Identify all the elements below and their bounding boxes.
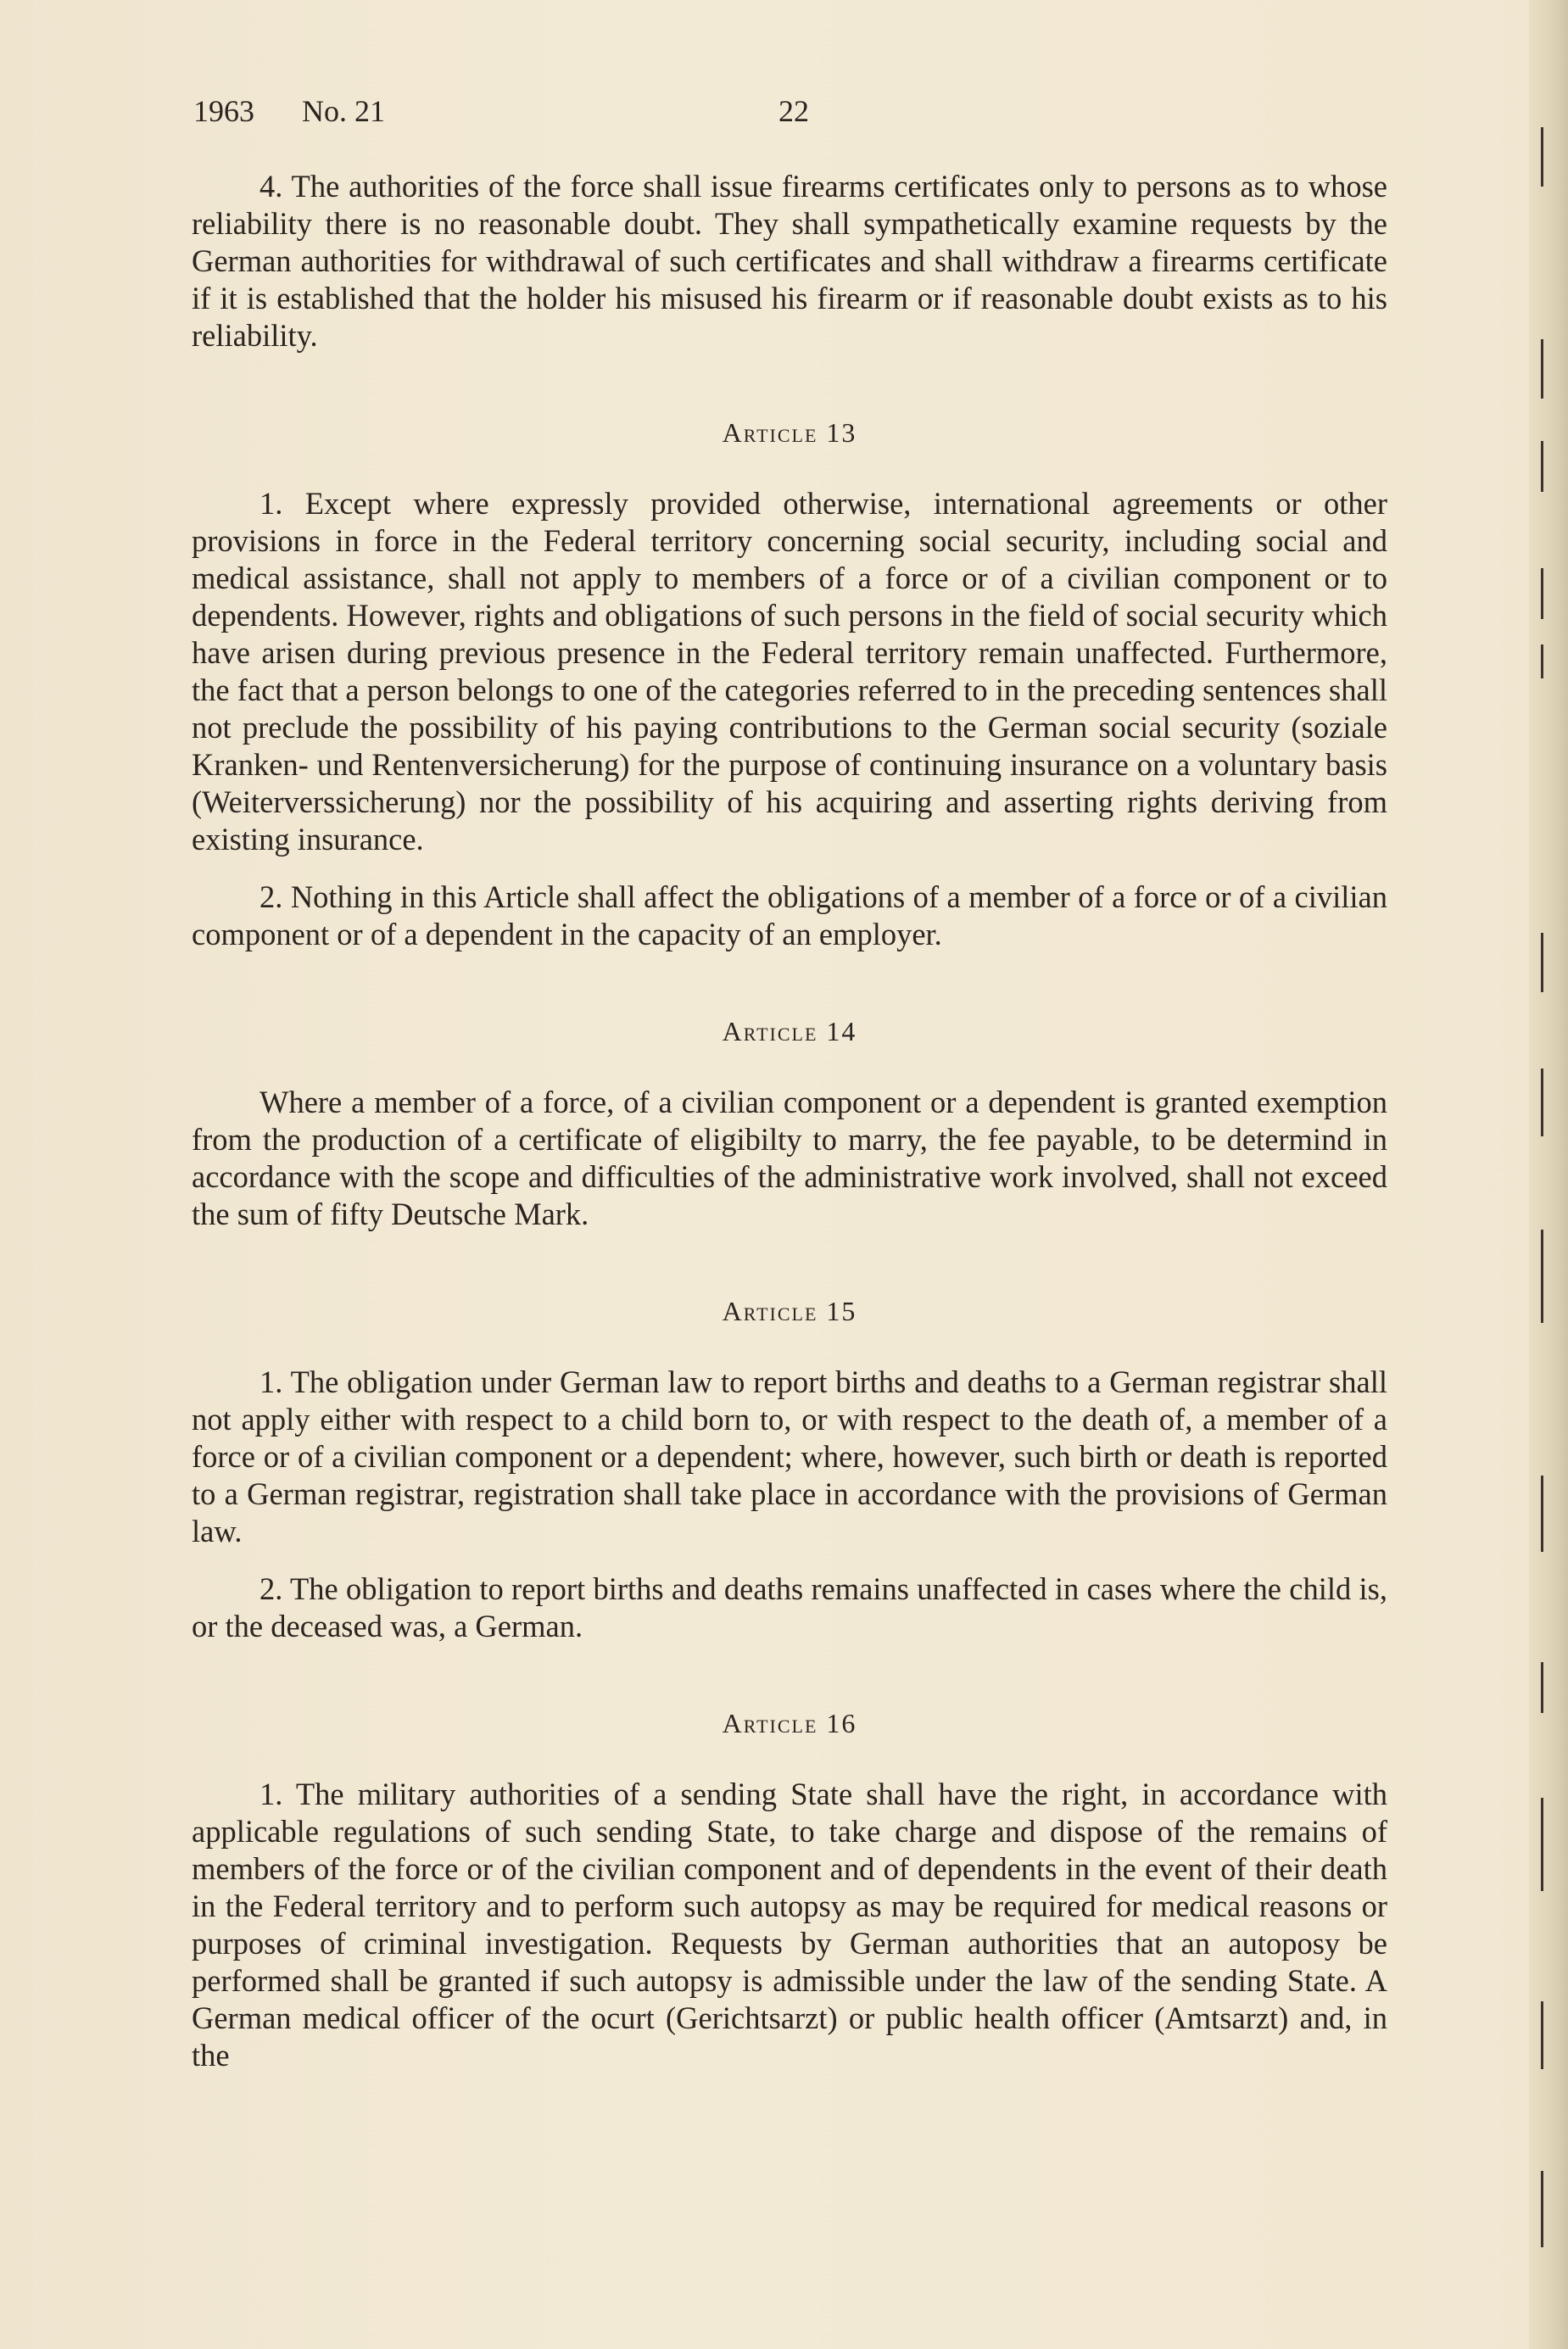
spine-mark (1541, 1662, 1543, 1713)
spine-mark (1541, 441, 1543, 492)
book-spine-edge (1529, 0, 1568, 2349)
article-13-heading: Article 13 (722, 417, 857, 448)
article-15-heading: Article 15 (722, 1296, 857, 1326)
article-16-paragraph-1: 1. The military authorities of a sending State shall have the right, in accordance with applicable regulations of such sending State, to take charge and dispose of the remains of members of the force or of the civilian component and of dependents in the event of their death in the Federal territory and to perform such autopsy as may be required for medical reasons or purposes of criminal investigation. Requests by German authorities that an autoposy be performed shall be granted if such autopsy is admissible under the law of the sending State. A German medical officer of the ocurt (Gerichtsarzt) or public health officer (Amtsarzt) and, in the (192, 1777, 1387, 2073)
page-number: 22 (778, 94, 809, 128)
spine-mark (1541, 1798, 1543, 1891)
spine-mark (1541, 2001, 1543, 2069)
page-header (193, 93, 1398, 136)
spine-mark (1541, 644, 1543, 678)
article-12-paragraph-4: 4. The authorities of the force shall issue firearms certificates only to persons as to whose reliability there is no reasonable doubt. They shall sympathetically examine requests by the German authorities for withdrawal of such certificates and shall withdraw a firearms certificate if it is established that the holder his misused his firearm or if reasonable doubt exists as to his reliability. (192, 169, 1387, 353)
document-body (192, 168, 1387, 2074)
spine-mark (1541, 1230, 1543, 1323)
article-13-paragraph-2: 2. Nothing in this Article shall affect the obligations of a member of a force or of a civilian component or of a dependent in the capacity of an employer. (192, 879, 1387, 951)
article-16-heading: Article 16 (722, 1708, 857, 1738)
header-year: 1963 (193, 94, 254, 128)
article-15-paragraph-2: 2. The obligation to report births and deaths remains unaffected in cases where the child is, or the deceased was, a German. (192, 1571, 1387, 1643)
article-13-paragraph-1: 1. Except where expressly provided otherwise, international agreements or other provisions in force in the Federal territory concerning social security, including social and medical assistance, shall not apply to members of a force or of a civilian component or to dependents. However, rights and obligations of such persons in the field of social security which have arisen during previous presence in the Federal territory remain unaffected. Furthermore, the fact that a person belongs to one of the categories referred to in the preceding sentences shall not preclude the possibility of his paying contributions to the German social security (soziale Kranken- und Rentenversicherung) for the purpose of continuing insurance on a voluntary basis (Weiterverssicherung) nor the possibility of his acquiring and asserting rights deriving from existing insurance. (192, 486, 1387, 856)
article-14-paragraph: Where a member of a force, of a civilian component or a dependent is granted exemption from the production of a certificate of eligibilty to marry, the fee payable, to be determind in accordance with the scope and difficulties of the administrative work involved, shall not exceed the sum of fifty Deutsche Mark. (192, 1085, 1387, 1231)
spine-mark (1541, 1476, 1543, 1552)
spine-mark (1541, 568, 1543, 619)
spine-mark (1541, 127, 1543, 187)
header-issue-number: No. 21 (302, 94, 385, 128)
article-15-paragraph-1: 1. The obligation under German law to report births and deaths to a German registrar shall not apply either with respect to a child born to, or with respect to the death of, a member of a force or of a civilian component or a dependent; where, however, such birth or death is reported to a German registrar, registration shall take place in accordance with the provisions of German law. (192, 1364, 1387, 1548)
spine-mark (1541, 1068, 1543, 1136)
spine-mark (1541, 2171, 1543, 2247)
article-14-heading: Article 14 (722, 1016, 857, 1046)
spine-mark (1541, 339, 1543, 399)
spine-mark (1541, 933, 1543, 992)
